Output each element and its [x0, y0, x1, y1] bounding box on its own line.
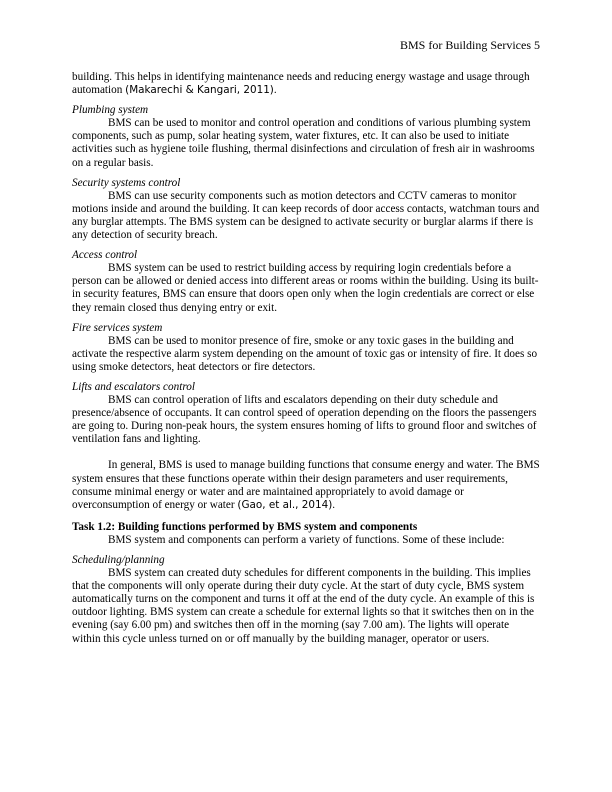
summary-citation: (Gao, et al., 2014) [237, 498, 333, 511]
section-heading-access: Access control [72, 249, 138, 262]
section-text-access: BMS system can be used to restrict building access by requiring login credentials before a person can be allowed or denied access into different areas or rooms within the building. Using its built-in security features, BMS can ensure that doors open only when the login credentials are correct or else they remain closed thus denying entry or exit. [72, 262, 539, 314]
task-intro: BMS system and components can perform a variety of functions. Some of these include: [108, 533, 505, 546]
scheduling-heading: Scheduling/planning [72, 554, 165, 566]
section-heading-lifts: Lifts and escalators control [72, 380, 195, 393]
task-title: Task 1.2: Building functions performed by BMS system and components [72, 520, 418, 533]
section-text-plumbing: BMS can be used to monitor and control operation and conditions of various plumbing system components, such as pump, solar heating system, water fixtures, etc. It can also be used to initiate activities such as hygiene toile flushing, thermal disinfections and circulation of fresh air in washrooms on a regular basis. [72, 117, 535, 169]
intro-paragraph [72, 71, 540, 97]
running-header: BMS for Building Services 5 [400, 38, 540, 52]
document-body [72, 71, 540, 653]
intro-text: building. This helps in identifying maintenance needs and reducing energy wastage and usage through automation [72, 71, 530, 97]
summary-paragraph [72, 459, 540, 511]
intro-citation: (Makarechi & Kangari, 2011) [125, 84, 274, 97]
section-heading-plumbing: Plumbing system [72, 104, 149, 117]
summary-text: In general, BMS is used to manage building functions that consume energy and water. The BMS system ensures that these functions operate within their design parameters and user requirements, consume minimal energy or water and are maintained appropriately to avoid damage or overconsumption of energy or water [72, 459, 540, 511]
section-heading-security: Security systems control [72, 176, 181, 189]
intro-end: . [273, 84, 277, 97]
summary-end: . [332, 498, 336, 511]
scheduling-text: BMS system can created duty schedules for different components in the building. This implies that the components will only operate during their duty cycle. At the start of duty cycle, BMS system automatically turns on the component and turns it off at the end of the duty cycle. An example of this is outdoor lighting. BMS system can create a schedule for external lights so that it switches then on in the evening (say 6.00 pm) and switches then off in the morning (say 7.00 am). The lights will operate within this cycle unless turned on or off manually by the building manager, operator or users. [72, 567, 535, 645]
section-text-fire: BMS can be used to monitor presence of fire, smoke or any toxic gases in the building and activate the respective alarm system depending on the amount of toxic gas or intensity of fire. It does so using smoke detectors, heat detectors or fire detectors. [72, 334, 538, 373]
section-text-lifts: BMS can control operation of lifts and escalators depending on their duty schedule and presence/absence of occupants. It can control speed of operation depending on the floors the passengers are going to. During non-peak hours, the system ensures homing of lifts to ground floor and switches of ventilation fans and lighting. [72, 394, 537, 446]
section-text-security: BMS can use security components such as motion detectors and CCTV cameras to monitor motions inside and around the building. It can keep records of door access contacts, watchman tours and any burglar attempts. The BMS system can be designed to activate security or burglar alarms if there is any detection of security breach. [72, 189, 540, 242]
section-heading-fire: Fire services system [72, 321, 163, 334]
